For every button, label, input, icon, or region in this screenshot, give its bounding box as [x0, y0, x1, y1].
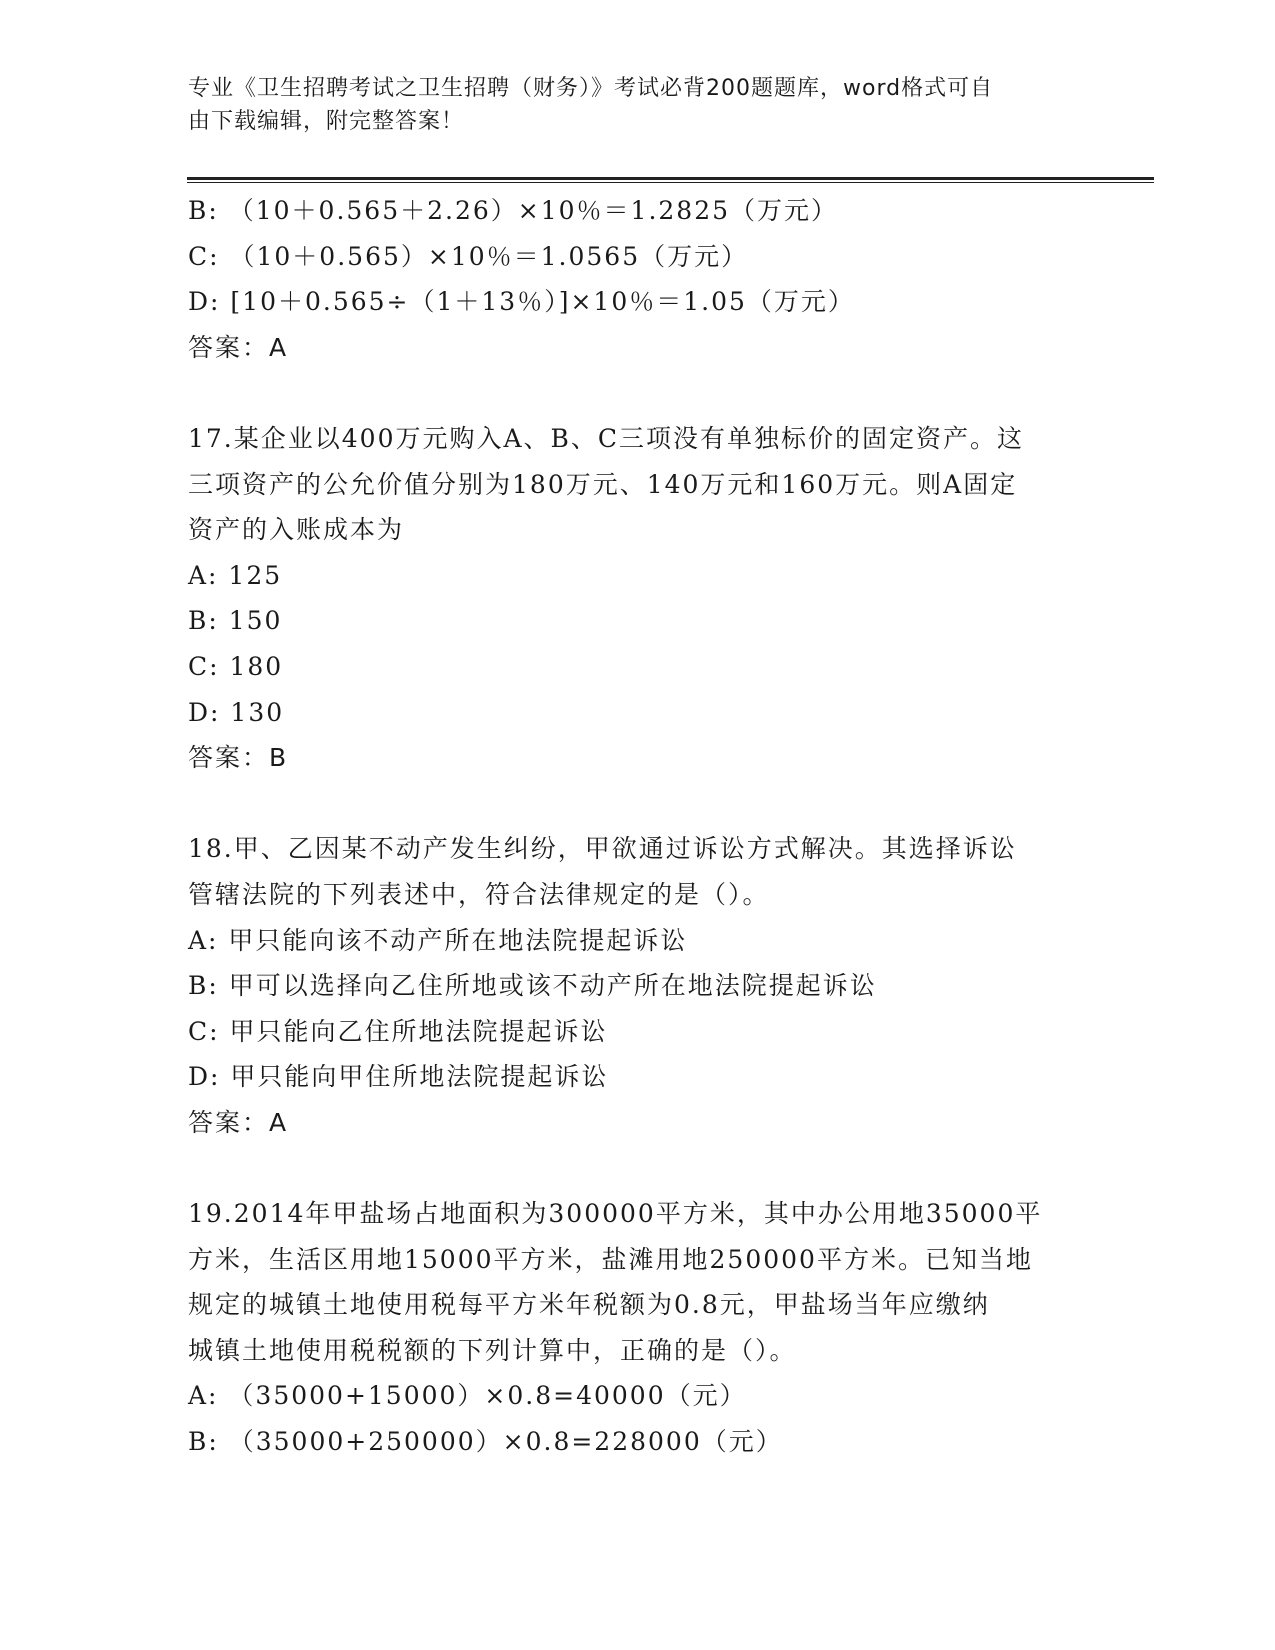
- q16-option-b: B: （10＋0.565＋2.26）×10％＝1.2825（万元）: [188, 196, 839, 225]
- q17-stem-line-1: 17.某企业以400万元购入A、B、C三项没有单独标价的固定资产。这: [188, 423, 1025, 453]
- q16-option-d: D: [10＋0.565÷（1＋13％）]×10％＝1.05（万元）: [188, 287, 855, 317]
- q17-stem-line-2: 三项资产的公允价值分别为180万元、140万元和160万元。则A固定: [188, 469, 1018, 499]
- q17-option-a: A: 125: [188, 560, 283, 590]
- q17-answer: 答案：B: [188, 743, 289, 773]
- q17-option-b: B: 150: [188, 606, 283, 636]
- q19-stem-line-3: 规定的城镇土地使用税每平方米年税额为0.8元，甲盐场当年应缴纳: [188, 1290, 990, 1320]
- q19-option-a: A: （35000+15000）×0.8=40000（元）: [188, 1381, 747, 1411]
- header-line-2: 由下载编辑，附完整答案！: [188, 109, 465, 134]
- q18-option-d: D: 甲只能向甲住所地法院提起诉讼: [188, 1062, 609, 1092]
- question-19: [188, 1191, 1088, 1465]
- q19-option-b: B: （35000+250000）×0.8=228000（元）: [188, 1427, 783, 1457]
- q18-option-c: C: 甲只能向乙住所地法院提起诉讼: [188, 1016, 608, 1046]
- q17-stem-line-3: 资产的入账成本为: [188, 515, 405, 545]
- q16-answer: 答案：A: [188, 332, 289, 362]
- q18-option-b: B: 甲可以选择向乙住所地或该不动产所在地法院提起诉讼: [188, 971, 877, 1001]
- q17-option-d: D: 130: [188, 697, 285, 727]
- question-17: [188, 416, 1088, 781]
- q17-option-c: C: 180: [188, 651, 284, 681]
- question-16: [188, 188, 1088, 370]
- document-header: [188, 72, 1068, 138]
- q18-stem-line-2: 管辖法院的下列表述中，符合法律规定的是（）。: [188, 879, 770, 909]
- q19-stem-line-4: 城镇土地使用税税额的下列计算中，正确的是（）。: [188, 1335, 797, 1365]
- q18-option-a: A: 甲只能向该不动产所在地法院提起诉讼: [188, 925, 688, 955]
- question-18: [188, 826, 1088, 1145]
- header-line-1: 专业《卫生招聘考试之卫生招聘（财务）》考试必背200题题库，word格式可自: [188, 76, 994, 101]
- q18-answer: 答案：A: [188, 1107, 289, 1137]
- q19-stem-line-1: 19.2014年甲盐场占地面积为300000平方米，其中办公用地35000平: [188, 1199, 1043, 1229]
- header-divider-thin: [187, 182, 1154, 183]
- q16-option-c: C: （10＋0.565）×10％＝1.0565（万元）: [188, 241, 749, 271]
- header-divider-thick: [187, 177, 1154, 180]
- q18-stem-line-1: 18.甲、乙因某不动产发生纠纷，甲欲通过诉讼方式解决。其选择诉讼: [188, 834, 1017, 864]
- document-body: [188, 188, 1088, 1465]
- q19-stem-line-2: 方米，生活区用地15000平方米，盐滩用地250000平方米。已知当地: [188, 1244, 1033, 1274]
